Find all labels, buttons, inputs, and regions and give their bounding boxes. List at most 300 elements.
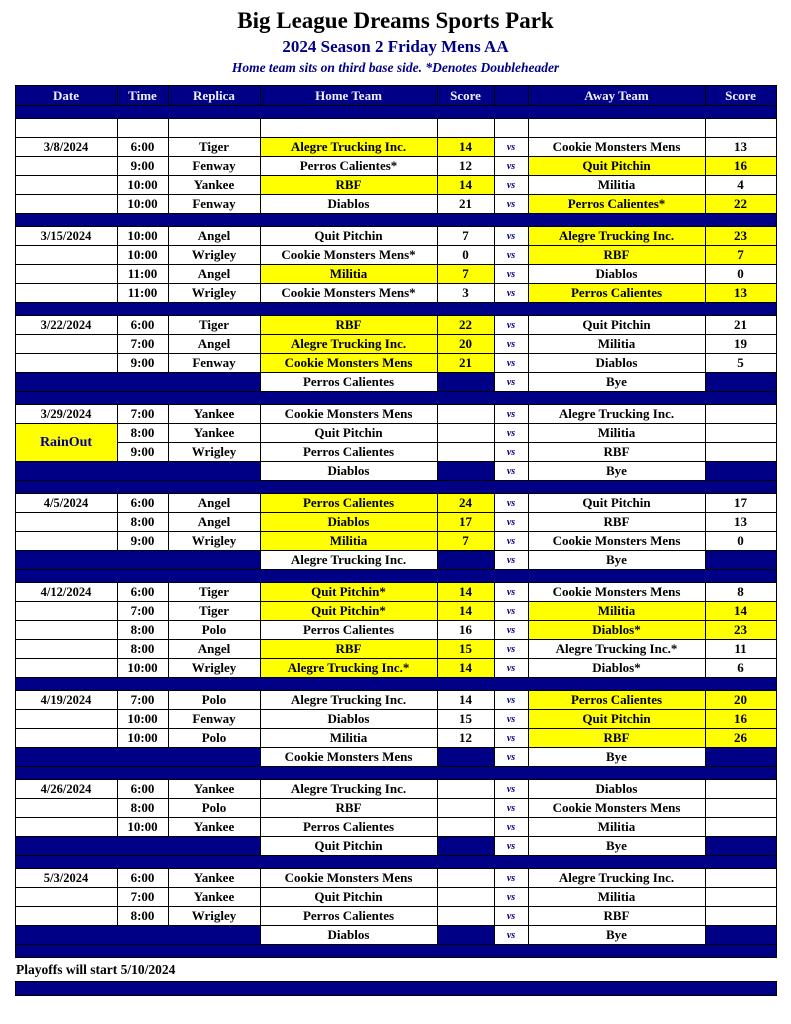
replica-cell: Tiger <box>168 602 260 621</box>
away-score-cell: 0 <box>705 532 776 551</box>
home-team-cell: Quit Pitchin* <box>260 583 437 602</box>
replica-cell: Tiger <box>168 583 260 602</box>
vs-cell: vs <box>494 138 528 157</box>
date-cell: 3/15/2024 <box>15 227 117 246</box>
home-team-cell: Perros Calientes <box>260 443 437 462</box>
time-cell: 8:00 <box>117 640 168 659</box>
home-team-cell: RBF <box>260 316 437 335</box>
date-cell: 3/22/2024 <box>15 316 117 335</box>
col-header-away-score: Score <box>705 86 776 106</box>
vs-cell: vs <box>494 659 528 678</box>
table-body <box>15 106 776 996</box>
away-score-block <box>705 926 776 945</box>
home-team-cell: Diablos <box>260 462 437 481</box>
home-score-cell: 12 <box>437 157 494 176</box>
home-team-cell: Quit Pitchin <box>260 888 437 907</box>
date-cell: 4/26/2024 <box>15 780 117 799</box>
date-cell <box>15 335 117 354</box>
vs-cell: vs <box>494 195 528 214</box>
home-team-cell: Diablos <box>260 195 437 214</box>
home-score-cell <box>437 888 494 907</box>
replica-cell: Yankee <box>168 405 260 424</box>
vs-cell: vs <box>494 869 528 888</box>
time-cell: 10:00 <box>117 227 168 246</box>
game-row <box>15 157 776 176</box>
rainout-cell: RainOut <box>15 424 117 462</box>
replica-cell: Yankee <box>168 176 260 195</box>
away-score-block <box>705 462 776 481</box>
home-team-cell: RBF <box>260 176 437 195</box>
schedule-table <box>15 85 777 996</box>
date-cell: 4/5/2024 <box>15 494 117 513</box>
separator-row <box>15 214 776 227</box>
vs-cell: vs <box>494 157 528 176</box>
home-team-cell: Diablos <box>260 926 437 945</box>
bye-left-block <box>15 837 260 856</box>
vs-cell: vs <box>494 246 528 265</box>
away-team-cell: Cookie Monsters Mens <box>528 532 705 551</box>
home-team-cell: Diablos <box>260 513 437 532</box>
separator-bar <box>15 767 776 780</box>
home-team-cell: Perros Calientes <box>260 907 437 926</box>
away-score-cell: 22 <box>705 195 776 214</box>
replica-cell: Angel <box>168 265 260 284</box>
game-row <box>15 246 776 265</box>
home-score-cell: 0 <box>437 246 494 265</box>
time-cell: 9:00 <box>117 532 168 551</box>
separator-row <box>15 678 776 691</box>
bottom-bar-row <box>15 982 776 996</box>
away-score-cell <box>705 443 776 462</box>
replica-cell: Fenway <box>168 354 260 373</box>
footer-note: Playoffs will start 5/10/2024 <box>16 961 176 977</box>
date-cell <box>15 799 117 818</box>
away-team-cell: Militia <box>528 602 705 621</box>
game-row <box>15 799 776 818</box>
game-row <box>15 729 776 748</box>
away-score-cell: 6 <box>705 659 776 678</box>
away-team-cell: RBF <box>528 907 705 926</box>
home-score-cell <box>437 119 494 138</box>
time-cell: 10:00 <box>117 729 168 748</box>
vs-cell: vs <box>494 316 528 335</box>
away-score-cell: 19 <box>705 335 776 354</box>
bye-left-block <box>15 551 260 570</box>
date-cell <box>15 157 117 176</box>
separator-bar <box>15 982 776 996</box>
home-team-cell: Cookie Monsters Mens* <box>260 284 437 303</box>
home-team-cell: Quit Pitchin <box>260 837 437 856</box>
home-score-cell: 20 <box>437 335 494 354</box>
away-score-cell: 14 <box>705 602 776 621</box>
away-score-cell: 11 <box>705 640 776 659</box>
home-score-cell: 7 <box>437 265 494 284</box>
replica-cell: Angel <box>168 227 260 246</box>
home-score-cell: 14 <box>437 138 494 157</box>
vs-cell: vs <box>494 227 528 246</box>
home-team-cell: Cookie Monsters Mens <box>260 405 437 424</box>
separator-row <box>15 303 776 316</box>
vs-cell: vs <box>494 462 528 481</box>
home-score-block <box>437 373 494 392</box>
away-score-cell: 13 <box>705 284 776 303</box>
away-team-cell: Militia <box>528 888 705 907</box>
away-team-cell: Perros Calientes* <box>528 195 705 214</box>
header-row <box>15 86 776 106</box>
away-team-cell: Quit Pitchin <box>528 157 705 176</box>
replica-cell: Angel <box>168 640 260 659</box>
col-header-vs <box>494 86 528 106</box>
home-score-cell: 3 <box>437 284 494 303</box>
time-cell <box>117 119 168 138</box>
date-cell <box>15 119 117 138</box>
away-team-cell: Bye <box>528 837 705 856</box>
away-score-block <box>705 837 776 856</box>
separator-row <box>15 856 776 869</box>
away-team-cell: Perros Calientes <box>528 284 705 303</box>
away-score-cell: 8 <box>705 583 776 602</box>
time-cell: 11:00 <box>117 265 168 284</box>
game-row <box>15 513 776 532</box>
date-cell <box>15 354 117 373</box>
game-row <box>15 138 776 157</box>
away-team-cell: Diablos <box>528 354 705 373</box>
away-team-cell: Bye <box>528 748 705 767</box>
date-cell <box>15 513 117 532</box>
game-row <box>15 227 776 246</box>
away-score-cell <box>705 907 776 926</box>
vs-cell: vs <box>494 265 528 284</box>
table-header <box>15 86 776 106</box>
separator-row <box>15 945 776 958</box>
home-score-cell <box>437 780 494 799</box>
replica-cell: Fenway <box>168 195 260 214</box>
away-team-cell: Bye <box>528 926 705 945</box>
time-cell: 10:00 <box>117 195 168 214</box>
date-cell <box>15 246 117 265</box>
home-team-cell: Quit Pitchin* <box>260 602 437 621</box>
game-row <box>15 691 776 710</box>
away-team-cell: RBF <box>528 246 705 265</box>
away-score-cell <box>705 888 776 907</box>
away-team-cell: RBF <box>528 513 705 532</box>
bye-row <box>15 462 776 481</box>
separator-bar <box>15 214 776 227</box>
bye-row <box>15 748 776 767</box>
home-score-cell <box>437 405 494 424</box>
vs-cell: vs <box>494 837 528 856</box>
away-score-block <box>705 373 776 392</box>
home-score-cell: 16 <box>437 621 494 640</box>
away-team-cell: Diablos <box>528 780 705 799</box>
home-score-block <box>437 551 494 570</box>
replica-cell: Angel <box>168 513 260 532</box>
separator-bar <box>15 678 776 691</box>
date-cell <box>15 602 117 621</box>
away-team-cell: RBF <box>528 729 705 748</box>
home-team-cell: Alegre Trucking Inc. <box>260 551 437 570</box>
time-cell: 6:00 <box>117 780 168 799</box>
vs-cell: vs <box>494 710 528 729</box>
home-score-block <box>437 926 494 945</box>
separator-bar <box>15 303 776 316</box>
away-score-cell <box>705 780 776 799</box>
date-cell <box>15 621 117 640</box>
away-team-cell: Cookie Monsters Mens <box>528 799 705 818</box>
home-score-cell: 14 <box>437 602 494 621</box>
vs-cell: vs <box>494 621 528 640</box>
vs-cell: vs <box>494 176 528 195</box>
away-team-cell <box>528 119 705 138</box>
vs-cell: vs <box>494 335 528 354</box>
vs-cell: vs <box>494 284 528 303</box>
replica-cell: Tiger <box>168 316 260 335</box>
time-cell: 10:00 <box>117 659 168 678</box>
home-team-cell: Quit Pitchin <box>260 424 437 443</box>
date-cell: 3/29/2024 <box>15 405 117 424</box>
game-row <box>15 265 776 284</box>
bye-row <box>15 837 776 856</box>
away-team-cell: Quit Pitchin <box>528 316 705 335</box>
date-cell <box>15 888 117 907</box>
time-cell: 6:00 <box>117 494 168 513</box>
vs-cell: vs <box>494 532 528 551</box>
vs-cell: vs <box>494 602 528 621</box>
home-team-cell: Perros Calientes <box>260 494 437 513</box>
date-cell <box>15 284 117 303</box>
away-team-cell: Militia <box>528 335 705 354</box>
vs-cell: vs <box>494 926 528 945</box>
away-score-cell: 21 <box>705 316 776 335</box>
date-cell <box>15 659 117 678</box>
home-score-cell: 14 <box>437 176 494 195</box>
time-cell: 7:00 <box>117 602 168 621</box>
away-score-cell: 16 <box>705 710 776 729</box>
date-cell <box>15 195 117 214</box>
time-cell: 9:00 <box>117 354 168 373</box>
away-score-cell: 13 <box>705 513 776 532</box>
home-score-cell: 14 <box>437 691 494 710</box>
separator-row <box>15 392 776 405</box>
away-score-cell <box>705 119 776 138</box>
vs-cell: vs <box>494 640 528 659</box>
bye-left-block <box>15 926 260 945</box>
date-cell <box>15 710 117 729</box>
away-team-cell: Alegre Trucking Inc. <box>528 405 705 424</box>
game-row <box>15 532 776 551</box>
away-team-cell: Militia <box>528 424 705 443</box>
home-team-cell: Cookie Monsters Mens <box>260 354 437 373</box>
game-row <box>15 354 776 373</box>
away-team-cell: Militia <box>528 818 705 837</box>
away-team-cell: Alegre Trucking Inc. <box>528 227 705 246</box>
page-title: Big League Dreams Sports Park <box>237 8 554 33</box>
time-cell: 7:00 <box>117 405 168 424</box>
time-cell: 7:00 <box>117 888 168 907</box>
time-cell: 9:00 <box>117 443 168 462</box>
home-team-cell: RBF <box>260 640 437 659</box>
vs-cell: vs <box>494 424 528 443</box>
home-score-cell <box>437 424 494 443</box>
away-score-cell <box>705 405 776 424</box>
vs-cell: vs <box>494 818 528 837</box>
home-score-block <box>437 837 494 856</box>
time-cell: 10:00 <box>117 818 168 837</box>
vs-cell: vs <box>494 443 528 462</box>
away-score-cell: 13 <box>705 138 776 157</box>
replica-cell: Yankee <box>168 888 260 907</box>
game-row <box>15 888 776 907</box>
time-cell: 6:00 <box>117 583 168 602</box>
replica-cell: Fenway <box>168 710 260 729</box>
date-cell <box>15 640 117 659</box>
vs-cell: vs <box>494 691 528 710</box>
home-score-cell <box>437 799 494 818</box>
vs-cell: vs <box>494 799 528 818</box>
time-cell: 10:00 <box>117 246 168 265</box>
date-cell <box>15 176 117 195</box>
time-cell: 6:00 <box>117 869 168 888</box>
bye-left-block <box>15 462 260 481</box>
away-score-cell <box>705 818 776 837</box>
home-score-block <box>437 748 494 767</box>
vs-cell: vs <box>494 354 528 373</box>
home-team-cell: Militia <box>260 532 437 551</box>
home-team-cell: Perros Calientes <box>260 621 437 640</box>
separator-row <box>15 767 776 780</box>
away-score-cell: 23 <box>705 227 776 246</box>
home-team-cell: Alegre Trucking Inc. <box>260 780 437 799</box>
away-score-cell <box>705 869 776 888</box>
home-team-cell: Alegre Trucking Inc. <box>260 335 437 354</box>
date-cell: 4/12/2024 <box>15 583 117 602</box>
time-cell: 8:00 <box>117 621 168 640</box>
home-team-cell: Cookie Monsters Mens* <box>260 246 437 265</box>
home-score-cell: 12 <box>437 729 494 748</box>
time-cell: 11:00 <box>117 284 168 303</box>
replica-cell: Tiger <box>168 138 260 157</box>
game-row <box>15 780 776 799</box>
replica-cell: Angel <box>168 494 260 513</box>
away-team-cell: Perros Calientes <box>528 691 705 710</box>
away-team-cell: RBF <box>528 443 705 462</box>
home-team-cell: Quit Pitchin <box>260 227 437 246</box>
home-score-cell: 14 <box>437 583 494 602</box>
game-row <box>15 583 776 602</box>
vs-cell: vs <box>494 748 528 767</box>
vs-cell: vs <box>494 494 528 513</box>
home-team-cell: Cookie Monsters Mens <box>260 869 437 888</box>
page-subtitle: 2024 Season 2 Friday Mens AA <box>282 37 509 56</box>
replica-cell: Polo <box>168 621 260 640</box>
home-team-cell: Alegre Trucking Inc. <box>260 138 437 157</box>
game-row <box>15 195 776 214</box>
replica-cell: Polo <box>168 799 260 818</box>
home-score-cell: 21 <box>437 354 494 373</box>
time-cell: 10:00 <box>117 710 168 729</box>
time-cell: 8:00 <box>117 907 168 926</box>
away-team-cell: Quit Pitchin <box>528 710 705 729</box>
replica-cell: Yankee <box>168 869 260 888</box>
vs-cell: vs <box>494 513 528 532</box>
away-team-cell: Quit Pitchin <box>528 494 705 513</box>
game-row <box>15 443 776 462</box>
away-score-cell: 5 <box>705 354 776 373</box>
away-score-cell: 23 <box>705 621 776 640</box>
replica-cell: Angel <box>168 335 260 354</box>
time-cell: 8:00 <box>117 513 168 532</box>
home-score-cell: 7 <box>437 227 494 246</box>
date-cell <box>15 532 117 551</box>
away-team-cell: Militia <box>528 176 705 195</box>
col-header-date: Date <box>15 86 117 106</box>
away-team-cell: Cookie Monsters Mens <box>528 138 705 157</box>
home-score-cell: 17 <box>437 513 494 532</box>
replica-cell: Wrigley <box>168 246 260 265</box>
home-team-cell: Perros Calientes* <box>260 157 437 176</box>
home-score-cell <box>437 907 494 926</box>
away-score-cell: 20 <box>705 691 776 710</box>
col-header-replica: Replica <box>168 86 260 106</box>
home-score-block <box>437 462 494 481</box>
away-team-cell: Diablos* <box>528 659 705 678</box>
empty-row <box>15 119 776 138</box>
game-row <box>15 494 776 513</box>
game-row <box>15 176 776 195</box>
vs-cell: vs <box>494 405 528 424</box>
game-row <box>15 659 776 678</box>
home-score-cell: 15 <box>437 710 494 729</box>
home-score-cell <box>437 443 494 462</box>
away-score-block <box>705 748 776 767</box>
vs-cell: vs <box>494 907 528 926</box>
replica-cell <box>168 119 260 138</box>
separator-row <box>15 570 776 583</box>
replica-cell: Wrigley <box>168 532 260 551</box>
home-score-cell: 24 <box>437 494 494 513</box>
home-team-cell: Alegre Trucking Inc. <box>260 691 437 710</box>
date-cell <box>15 265 117 284</box>
date-cell <box>15 729 117 748</box>
bye-left-block <box>15 373 260 392</box>
time-cell: 8:00 <box>117 799 168 818</box>
bye-row <box>15 551 776 570</box>
bye-left-block <box>15 748 260 767</box>
document-header <box>0 0 791 76</box>
replica-cell: Yankee <box>168 818 260 837</box>
game-row <box>15 640 776 659</box>
away-team-cell: Alegre Trucking Inc. <box>528 869 705 888</box>
separator-row <box>15 106 776 119</box>
separator-bar <box>15 856 776 869</box>
bye-row <box>15 926 776 945</box>
home-team-cell: Militia <box>260 729 437 748</box>
date-cell <box>15 818 117 837</box>
vs-cell: vs <box>494 780 528 799</box>
col-header-time: Time <box>117 86 168 106</box>
time-cell: 6:00 <box>117 316 168 335</box>
vs-cell: vs <box>494 888 528 907</box>
replica-cell: Polo <box>168 691 260 710</box>
vs-cell: vs <box>494 373 528 392</box>
game-row <box>15 424 776 443</box>
replica-cell: Yankee <box>168 424 260 443</box>
home-score-cell: 15 <box>437 640 494 659</box>
home-team-cell: RBF <box>260 799 437 818</box>
game-row <box>15 907 776 926</box>
away-score-cell: 16 <box>705 157 776 176</box>
time-cell: 9:00 <box>117 157 168 176</box>
